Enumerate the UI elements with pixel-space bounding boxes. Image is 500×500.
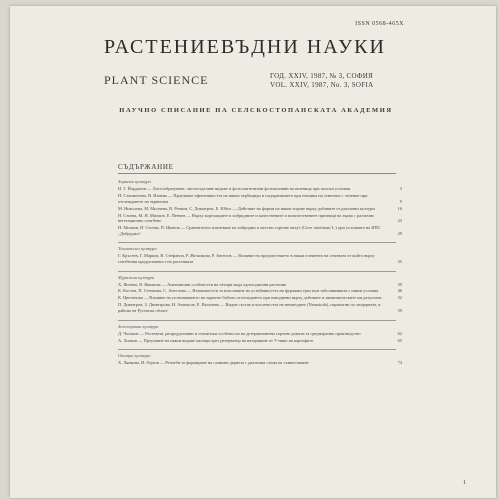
entry-text: А. Личков — Проучване на някои видове пасища чрез резерватор на наторяване от У-ниво на картофите xyxy=(118,337,314,343)
contents-section xyxy=(118,349,402,366)
issue-info-en: VOL. XXIV, 1987, No. 3, SOFIA xyxy=(270,81,374,89)
contents-entry xyxy=(118,192,402,204)
section-divider xyxy=(118,320,396,321)
entry-page-number: 65 xyxy=(397,337,402,343)
entry-text: Н. Стоименова, В. Илиева — Проучване ефективността на някои хербициди и подхранването при ечемика на семената с лечение при отглеждането на зърнената xyxy=(118,192,368,204)
contents-section xyxy=(118,179,402,236)
contents-entry xyxy=(118,295,402,301)
entry-page-number: 62 xyxy=(397,330,402,336)
section-divider xyxy=(118,242,396,243)
journal-title: РАСТЕНИЕВЪДНИ НАУКИ xyxy=(104,36,386,58)
contents-entry xyxy=(118,253,402,264)
contents-entry xyxy=(118,288,402,294)
section-title: Овощни култури xyxy=(118,353,151,359)
section-title: Зеленчукови култури xyxy=(118,323,159,329)
section-divider xyxy=(118,271,396,272)
entry-page-number: 9 xyxy=(399,198,402,204)
contents-entry xyxy=(118,205,402,212)
section-title: Фуражни култури xyxy=(118,274,155,280)
contents-entry xyxy=(118,360,402,366)
entry-text: Н. Стоева, М. Н. Милков, Е. Пенчев — Върху корелациите в хибридните и качествените и количествените признаци на зърна с различно вегетационно сеитбено xyxy=(118,212,375,224)
contents-rule xyxy=(118,173,396,174)
entry-page-number: 59 xyxy=(397,308,402,314)
entry-text: И. Г. Йорданов — Листообразуване, листоотделяне видове и фотосинтетични фотоактивни на пшеница при полски условия xyxy=(118,186,350,191)
contents-heading: СЪДЪРЖАНИЕ xyxy=(118,163,174,171)
entry-page-number: 3 xyxy=(399,186,402,191)
contents-entry xyxy=(118,281,402,288)
contents-section xyxy=(118,271,402,314)
entry-text: Н. Милков, Н. Стоева, П. Иванов — Сравнително изпитване на хибридни и местни сортове нахут (Cicer arietinum L.) при условията на ИПС „Добруджа“ xyxy=(118,225,381,236)
contents-entry xyxy=(118,337,402,344)
academy-line: НАУЧНО СПИСАНИЕ НА СЕЛСКОСТОПАНСКАТА АКАДЕМИЯ xyxy=(119,107,393,114)
entry-text: Х. Лянкова, И. Гергов — Резитби за формиране на сливови дървета с различна схема на съвместяване xyxy=(118,360,309,366)
issn-number: ISSN 0568-465X xyxy=(355,21,404,27)
entry-text: К. Костов, П. Стенкова, С. Ангелова — Възможности за използване на устойчивостта на фуражни граx към заболяванията с някои условия xyxy=(118,288,379,294)
section-divider xyxy=(118,349,396,350)
entry-page-number: 16 xyxy=(397,205,402,211)
issue-info-bg: ГОД. XXIV, 1987, № 3, СОФИЯ xyxy=(270,72,374,80)
section-title: Технически култури xyxy=(118,246,157,252)
entry-page-number: 52 xyxy=(397,295,402,301)
contents-entry xyxy=(118,302,402,314)
contents-entry xyxy=(118,186,402,192)
journal-page xyxy=(10,6,496,498)
contents-entry xyxy=(118,225,402,236)
contents-entry xyxy=(118,212,402,224)
entry-text: К. Цветанова — Влияние на уплътняването на зърнено-бобово отглеждането при наводнени върху добивите и икономическите им резултати xyxy=(118,295,382,301)
contents-list xyxy=(118,179,402,372)
contents-section xyxy=(118,242,402,264)
entry-text: М. Николова, М. Милчева, В. Ренков, С. Димитров, Е. Юбел — Действие на форми на някои торове върху добивите от различни култури xyxy=(118,205,375,211)
entry-page-number: 39 xyxy=(397,281,402,287)
entry-page-number: 74 xyxy=(397,360,402,366)
issue-info xyxy=(270,72,373,90)
journal-subtitle: PLANT SCIENCE xyxy=(104,73,209,87)
entry-page-number: 35 xyxy=(397,258,402,264)
entry-text: Д. Чолаков — Растежни, репродуктивни и стопански особености на детерминантни сортове домати за средноранно производство xyxy=(118,330,361,336)
entry-text: Г. Кръстев, Г. Марков, В. Стефанов, Р. Желязкова, Р. Ангелов — Влияние на предшествието в някои елементи на семената от който върху сеитбения продуктивност на растенията xyxy=(118,253,375,264)
entry-page-number: 29 xyxy=(397,230,402,236)
entry-text: Х. Янчева, Я. Якимова — Анатомични особености на четири вида едногодишни растения xyxy=(118,281,287,287)
corner-mark: 1 xyxy=(463,480,466,486)
entry-page-number: 46 xyxy=(397,288,402,294)
section-title: Зърнени култури xyxy=(118,179,151,184)
entry-page-number: 23 xyxy=(397,218,402,224)
contents-section xyxy=(118,320,402,344)
entry-text: П. Димитров, З. Димитрова, Н. Атанасов, Е. Василева — Видов състав и числеността на нематодите (Nematoda), паразитни по люцерната, в района на Русенска област xyxy=(118,302,381,314)
contents-entry xyxy=(118,330,402,337)
